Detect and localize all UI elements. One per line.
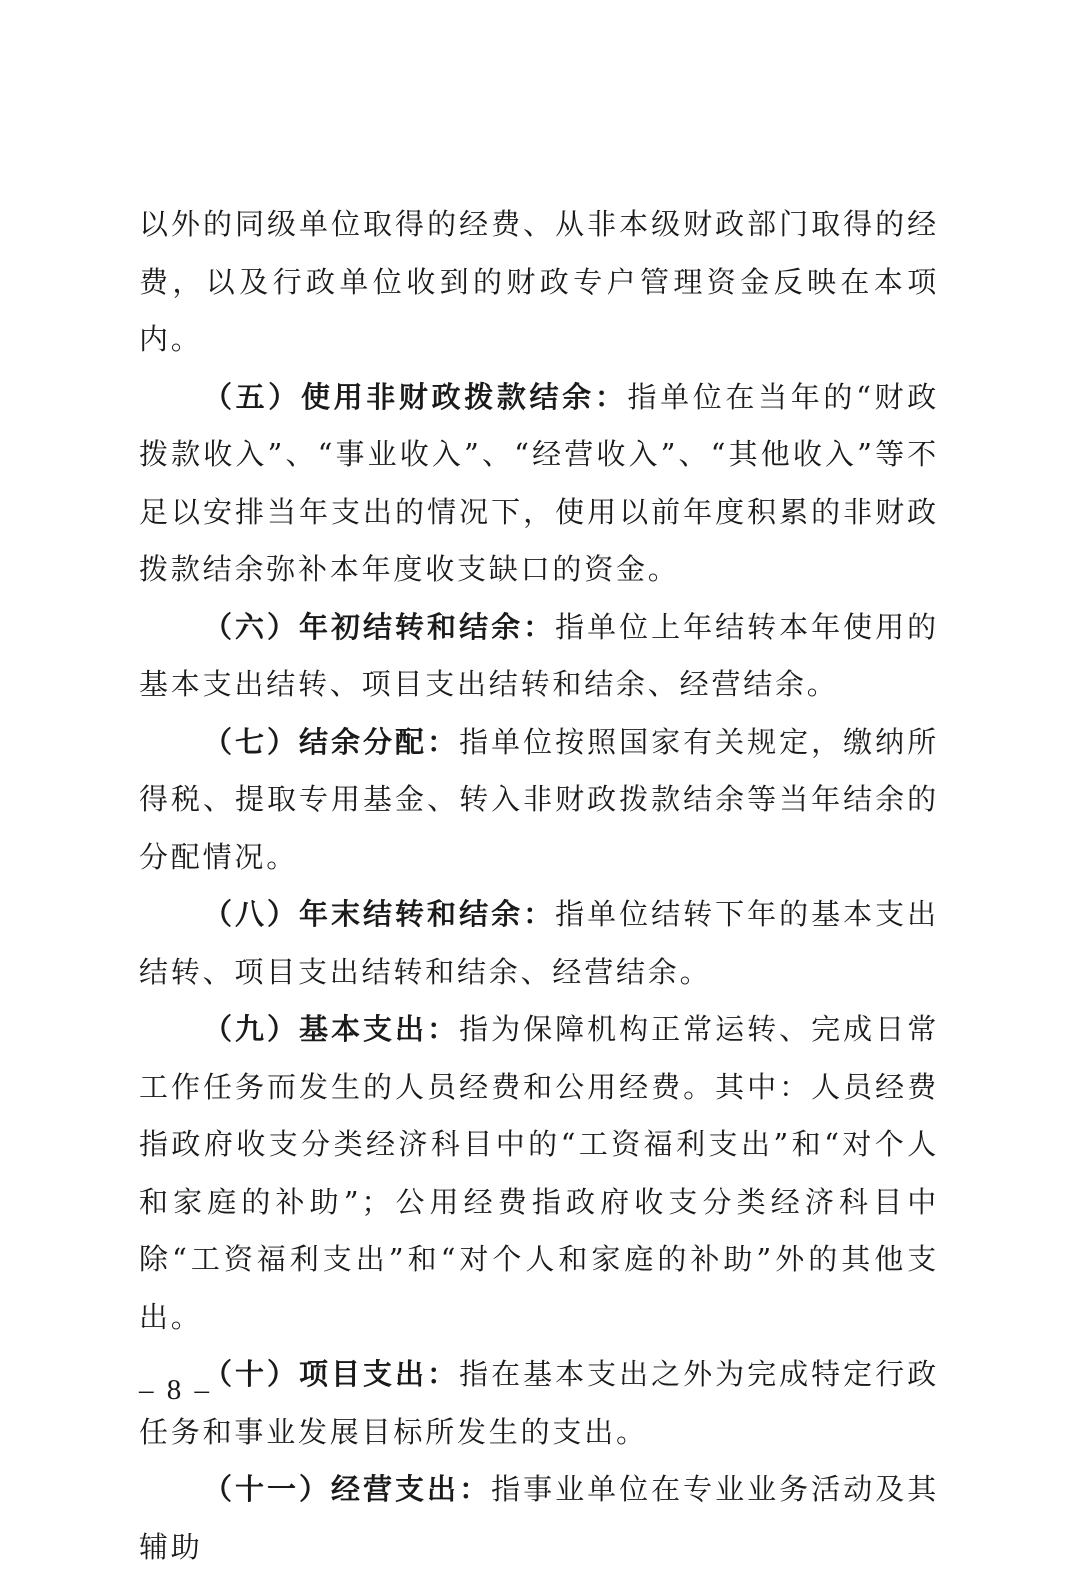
paragraph-body: 指为保障机构正常运转、完成日常工作任务而发生的人员经费和公用经费。其中：人员经费指政府收支分类经济科目中的“工资福利支出”和“对个人和家庭的补助”；公用经费指政府收支分类经济科目中除“工资福利支出”和“对个人和家庭的补助”外的其他支出。 [139, 1012, 939, 1334]
page-number: – 8 – [139, 1374, 212, 1406]
paragraph-item-7 [139, 714, 939, 887]
paragraph-body: 以外的同级单位取得的经费、从非本级财政部门取得的经费，以及行政单位收到的财政专户管理资金反映在本项内。 [139, 207, 939, 356]
paragraph-item-5 [139, 369, 939, 599]
paragraph-body: 指单位在当年的“财政拨款收入”、“事业收入”、“经营收入”、“其他收入”等不足以安排当年支出的情况下，使用以前年度积累的非财政拨款结余弥补本年度收支缺口的资金。 [139, 379, 940, 586]
paragraph-item-6 [139, 599, 939, 714]
paragraph-item-10 [139, 1346, 939, 1461]
body-text [139, 196, 939, 1576]
paragraph-heading: （五）使用非财政拨款结余： [203, 379, 628, 414]
paragraph-heading: （七）结余分配： [203, 724, 460, 759]
paragraph-item-9 [139, 1001, 939, 1346]
paragraph-item-11 [139, 1461, 939, 1576]
paragraph-body: 指单位上年结转本年使用的基本支出结转、项目支出结转和结余、经营结余。 [139, 609, 939, 701]
paragraph-body: 指单位按照国家有关规定，缴纳所得税、提取专用基金、转入非财政拨款结余等当年结余的分配情况。 [139, 724, 939, 874]
paragraph-body: 指单位结转下年的基本支出结转、项目支出结转和结余、经营结余。 [139, 897, 939, 989]
paragraph-heading: （十一）经营支出： [203, 1472, 492, 1506]
paragraph-body: 指事业单位在专业业务活动及其辅助 [139, 1472, 940, 1564]
paragraph-heading: （八）年末结转和结余： [203, 897, 556, 931]
paragraph-item-8 [139, 886, 939, 1001]
paragraph-heading: （十）项目支出： [203, 1357, 460, 1391]
paragraph-continued [139, 196, 939, 369]
paragraph-body: 指在基本支出之外为完成特定行政任务和事业发展目标所发生的支出。 [139, 1357, 939, 1449]
paragraph-heading: （九）基本支出： [203, 1012, 460, 1046]
paragraph-heading: （六）年初结转和结余： [203, 609, 556, 644]
